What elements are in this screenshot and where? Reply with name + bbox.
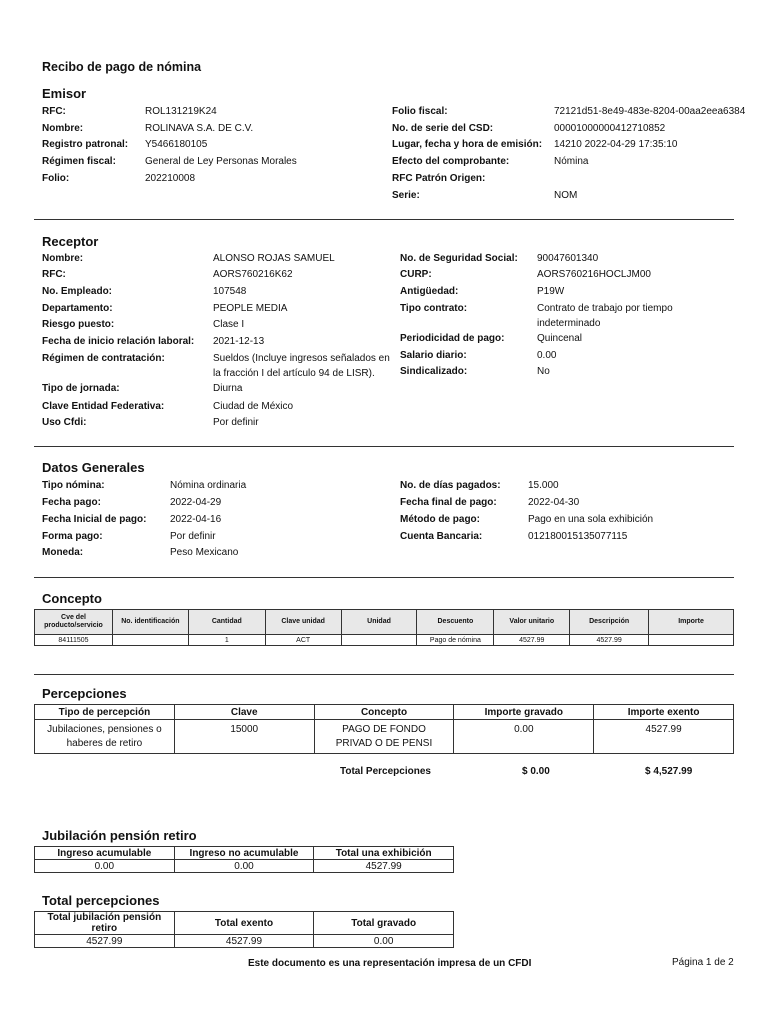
table-cell: 4527.99 [494,635,570,646]
table-header-row [35,705,734,720]
field-label: Riesgo puesto: [42,319,115,330]
field-label: Fecha Inicial de pago: [42,514,147,525]
field-value: 2021-12-13 [213,336,265,347]
field-label: Departamento: [42,303,113,314]
field-label: Régimen fiscal: [42,156,116,167]
table-cell: 84111505 [35,635,113,646]
field-value: 2022-04-16 [170,514,222,525]
table-cell [112,635,188,646]
field-value: General de Ley Personas Morales [145,156,297,167]
field-label: Nombre: [42,123,84,134]
cfdi-footer-note: Este documento es una representación impresa de un CFDI [248,958,532,969]
field-value: Quincenal [537,333,583,344]
field-value: Ciudad de México [213,401,294,412]
table-cell: ACT [265,635,341,646]
field-label: RFC: [42,106,66,117]
table-cell: 4527.99 [594,720,734,754]
field-label: Fecha pago: [42,497,101,508]
concepto-heading: Concepto [42,591,102,606]
field-label: Fecha final de pago: [400,497,497,508]
table-cell: 15000 [174,720,314,754]
column-header: Ingreso acumulable [35,847,175,860]
percepciones-heading: Percepciones [42,686,127,701]
field-label: Folio fiscal: [392,106,448,117]
column-header: Ingreso no acumulable [174,847,314,860]
field-label: CURP: [400,269,432,280]
field-value: Y5466180105 [145,139,208,150]
column-header: Importe gravado [454,705,594,720]
field-value: Por definir [213,417,259,428]
total-exento-value: $ 4,527.99 [645,766,693,777]
field-label: No. de serie del CSD: [392,123,494,134]
field-value: AORS760216HOCLJM00 [537,269,651,280]
field-value: NOM [554,190,578,201]
table-header-row [35,610,734,635]
table-cell [649,635,734,646]
field-value: 202210008 [145,173,196,184]
table-cell: 0.00 [314,935,454,948]
column-header: Cantidad [188,610,265,635]
field-label: Fecha de inicio relación laboral: [42,336,195,347]
field-label: Salario diario: [400,350,467,361]
column-header: Valor unitario [494,610,570,635]
table-cell: 0.00 [35,860,175,873]
field-value: ROLINAVA S.A. DE C.V. [145,123,254,134]
table-cell [341,635,417,646]
datos-generales-heading: Datos Generales [42,460,145,475]
section-divider [34,577,734,578]
column-header: Concepto [314,705,454,720]
table-cell: PAGO DE FONDO PRIVAD O DE PENSI [314,720,454,754]
table-cell: Pago de nómina [417,635,494,646]
field-label: Uso Cfdi: [42,417,87,428]
field-label: RFC: [42,269,66,280]
table-cell: 4527.99 [35,935,175,948]
field-value: 90047601340 [537,253,599,264]
table-cell: 4527.99 [174,935,314,948]
field-label: Tipo contrato: [400,303,468,314]
field-value: 15.000 [528,480,559,491]
column-header: Unidad [341,610,417,635]
field-value: Diurna [213,383,243,394]
percepciones-table [34,704,734,754]
field-value: 012180015135077115 [528,531,628,542]
field-value: 00001000000412710852 [554,123,666,134]
table-row [35,635,734,646]
table-cell: 0.00 [454,720,594,754]
field-label: Método de pago: [400,514,480,525]
field-value: PEOPLE MEDIA [213,303,288,314]
field-label: Antigüedad: [400,286,459,297]
column-header: Importe [649,610,734,635]
field-value: Sueldos (Incluye ingresos señalados en [213,353,390,364]
field-label: No. Empleado: [42,286,113,297]
field-label: Efecto del comprobante: [392,156,510,167]
field-value-continued: indeterminado [537,318,601,329]
field-label: Periodicidad de pago: [400,333,505,344]
total-percepciones-heading: Total percepciones [42,893,160,908]
field-value: No [537,366,550,377]
column-header: Tipo de percepción [35,705,175,720]
field-label: Serie: [392,190,420,201]
table-row [35,860,454,873]
column-header: Total gravado [314,912,454,935]
field-value: Contrato de trabajo por tiempo [537,303,673,314]
field-label: Registro patronal: [42,139,129,150]
field-label: Nombre: [42,253,84,264]
column-header: Clave unidad [265,610,341,635]
column-header: Total una exhibición [314,847,454,860]
field-value: Clase I [213,319,245,330]
field-value: 2022-04-29 [170,497,222,508]
field-value: Pago en una sola exhibición [528,514,654,525]
section-divider [34,219,734,220]
field-value: Por definir [170,531,216,542]
column-header: Clave [174,705,314,720]
emisor-heading: Emisor [42,86,87,101]
field-value: 0.00 [537,350,557,361]
field-label: Sindicalizado: [400,366,468,377]
table-header-row [35,912,454,935]
table-row [35,720,734,754]
column-header: Importe exento [594,705,734,720]
column-header: Descuento [417,610,494,635]
table-cell: 4527.99 [570,635,649,646]
document-title: Recibo de pago de nómina [42,60,202,74]
column-header: Cve del producto/servicio [35,610,113,635]
field-value: P19W [537,286,565,297]
column-header: Total jubilación pensión retiro [35,912,175,935]
table-cell: Jubilaciones, pensiones o haberes de retiro [35,720,175,754]
table-row [35,935,454,948]
field-label: Lugar, fecha y hora de emisión: [392,139,543,150]
field-value: 14210 2022-04-29 17:35:10 [554,139,678,150]
field-value: Peso Mexicano [170,547,239,558]
field-value: Nómina ordinaria [170,480,247,491]
field-label: Tipo de jornada: [42,383,120,394]
field-label: Clave Entidad Federativa: [42,401,165,412]
section-divider [34,446,734,447]
field-value: AORS760216K62 [213,269,293,280]
jubilacion-table [34,846,454,873]
field-label: RFC Patrón Origen: [392,173,486,184]
field-label: No. de días pagados: [400,480,501,491]
column-header: Descripción [570,610,649,635]
field-label: Cuenta Bancaria: [400,531,483,542]
table-header-row [35,847,454,860]
field-label: Folio: [42,173,70,184]
field-label: Moneda: [42,547,84,558]
field-value: 2022-04-30 [528,497,580,508]
field-value: Nómina [554,156,589,167]
table-cell: 0.00 [174,860,314,873]
field-value: 72121d51-8e49-483e-8204-00aa2eea6384 [554,106,746,117]
field-value: ROL131219K24 [145,106,217,117]
total-percepciones-label: Total Percepciones [340,766,431,777]
total-percepciones-table [34,911,454,948]
table-cell: 4527.99 [314,860,454,873]
receptor-heading: Receptor [42,234,99,249]
total-gravado-value: $ 0.00 [522,766,550,777]
field-label: Tipo nómina: [42,480,105,491]
page-number: Página 1 de 2 [672,957,734,968]
table-cell: 1 [188,635,265,646]
column-header: No. identificación [112,610,188,635]
field-label: Forma pago: [42,531,103,542]
field-value: ALONSO ROJAS SAMUEL [213,253,335,264]
field-value: 107548 [213,286,247,297]
field-label: No. de Seguridad Social: [400,253,518,264]
jubilacion-heading: Jubilación pensión retiro [42,828,197,843]
field-value-continued: la fracción I del artículo 94 de LISR). [213,368,375,379]
concepto-table [34,609,734,646]
field-label: Régimen de contratación: [42,353,165,364]
column-header: Total exento [174,912,314,935]
section-divider [34,674,734,675]
